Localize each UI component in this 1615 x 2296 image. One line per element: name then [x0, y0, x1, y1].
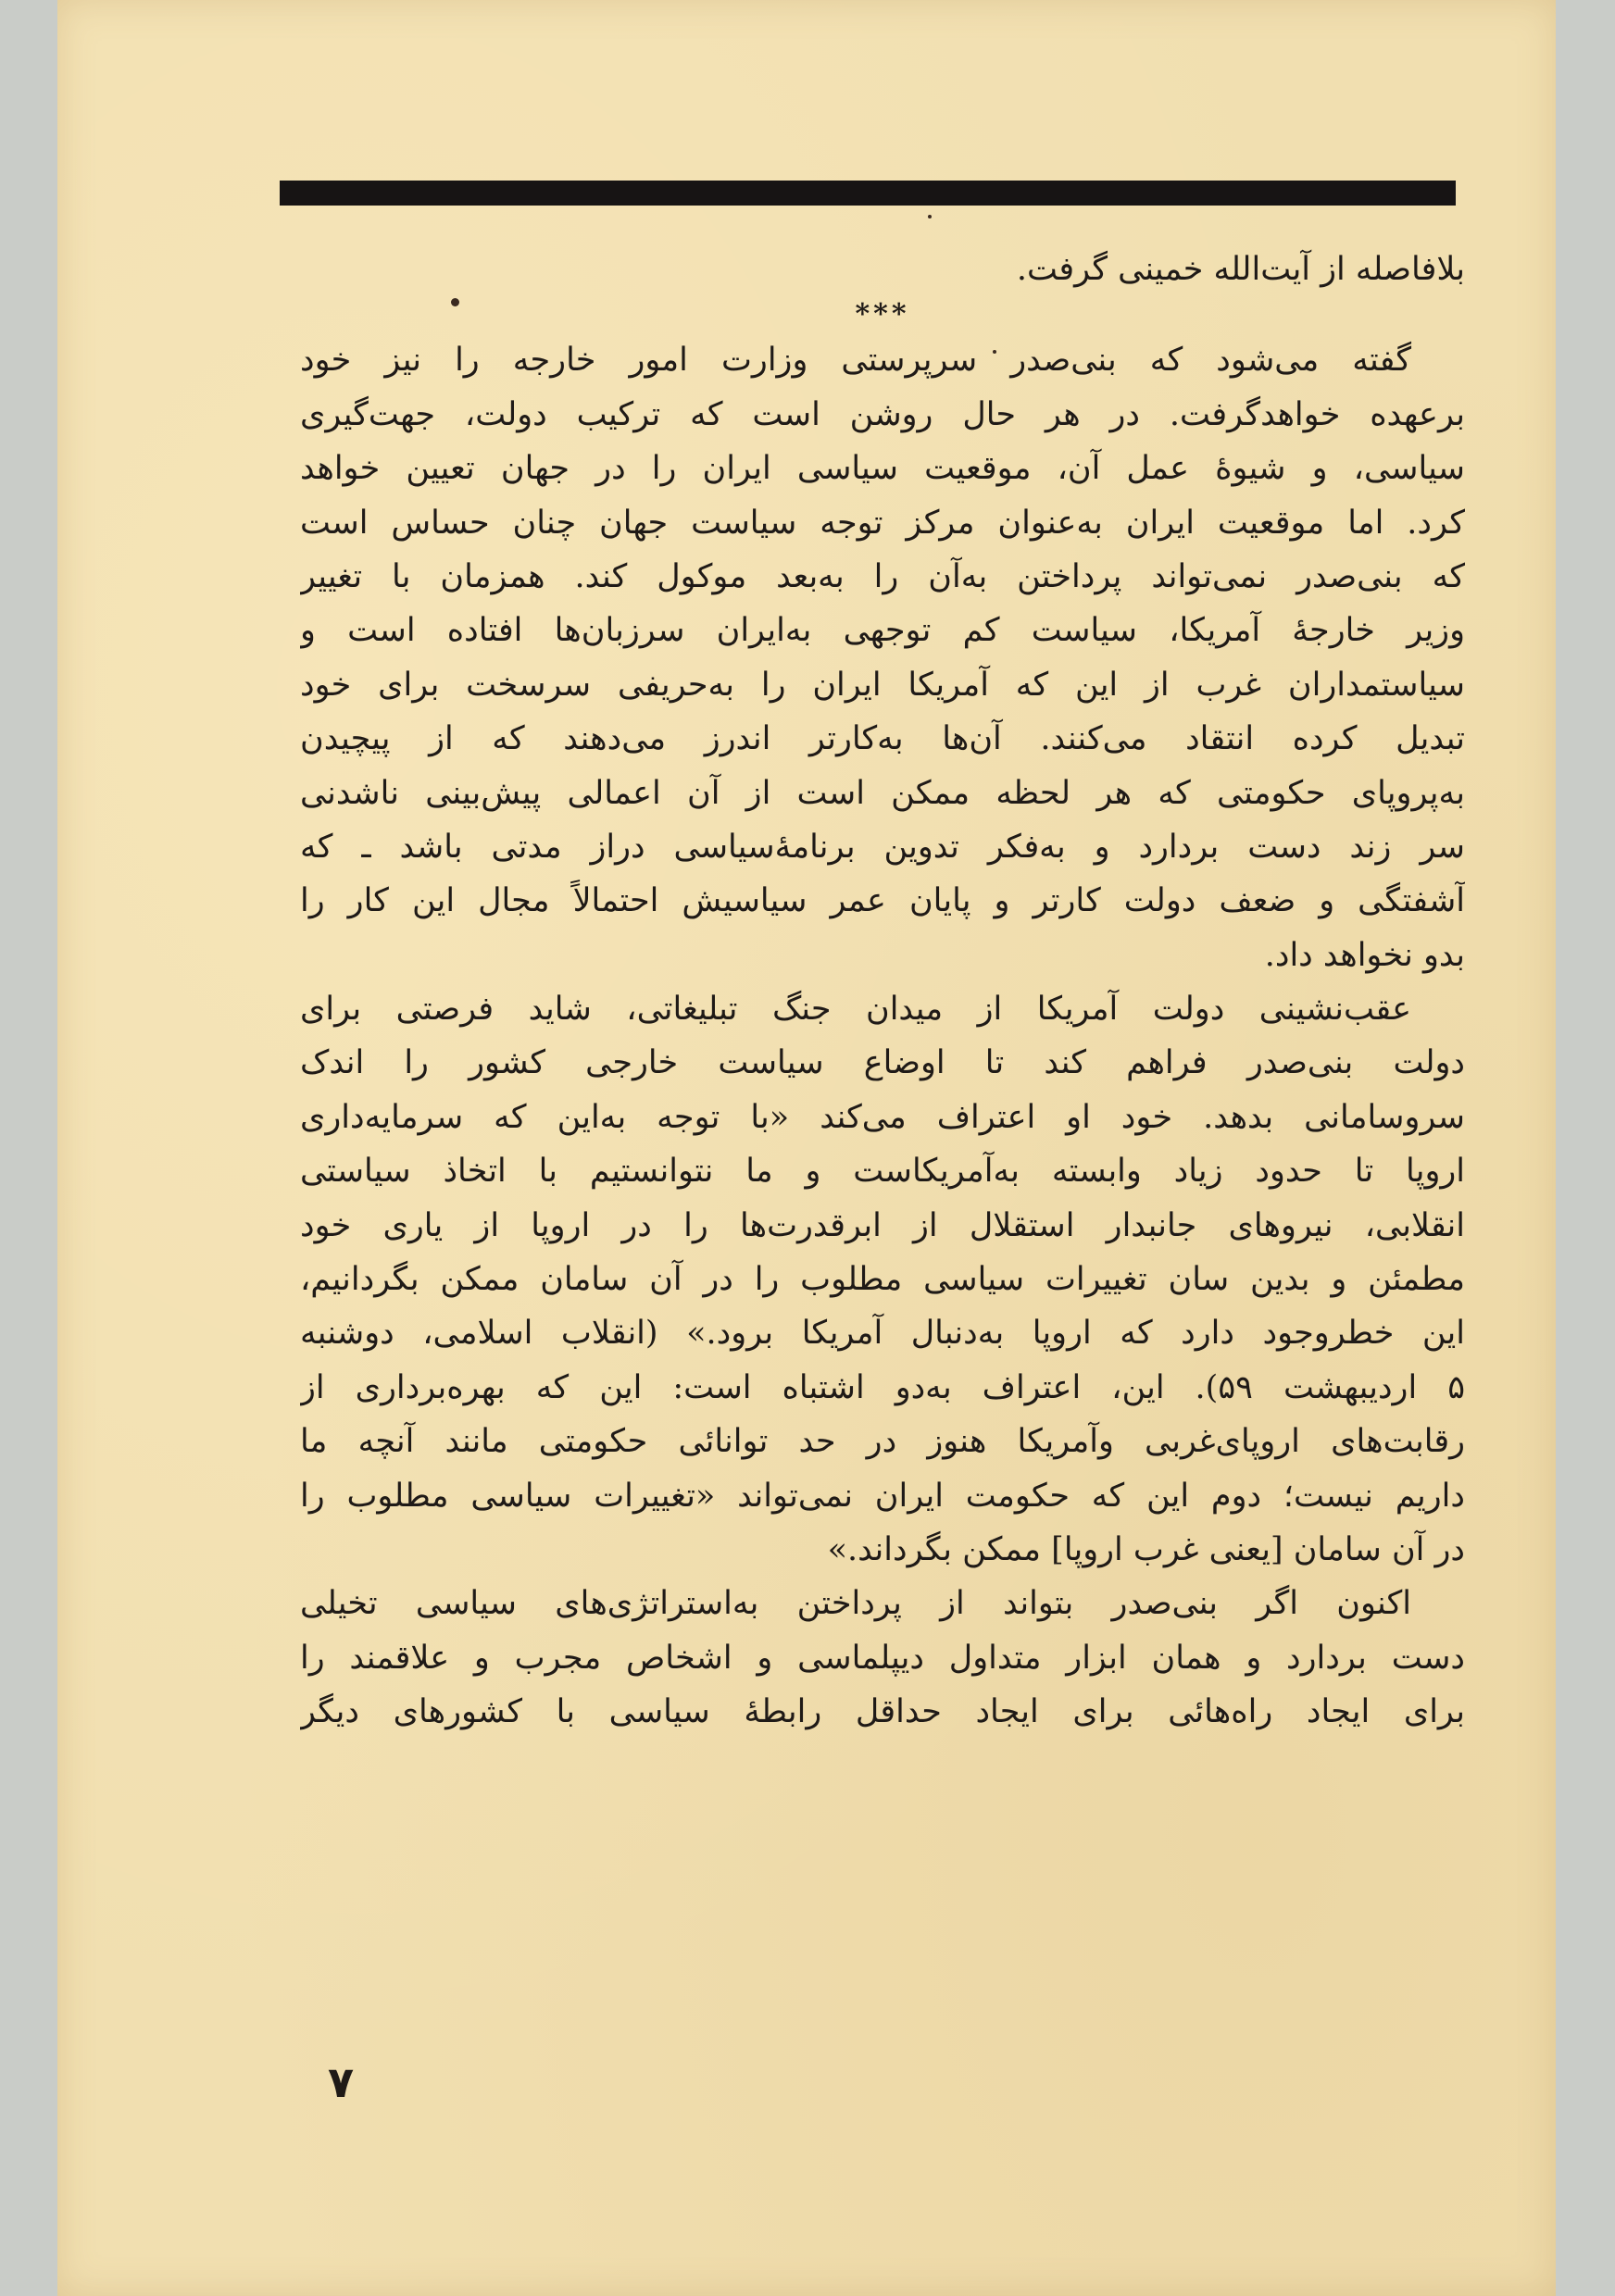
page-number: ۷: [328, 2057, 355, 2107]
text-line: سر زند دست بردارد و به‌فکر تدوین برنامهٔ‌سیاسی دراز مدتی باشد ـ که: [300, 828, 1465, 866]
text-line: گفته می‌شود که بنی‌صدر سرپرستی وزارت امور خارجه را نیز خود: [300, 342, 1411, 380]
text-line: ۵ اردیبهشت ۵۹). این، اعتراف به‌دو اشتباه است: این که بهره‌برداری از: [300, 1368, 1465, 1406]
text-line: برای ایجاد راه‌هائی برای ایجاد حداقل رابطهٔ سیاسی با کشورهای دیگر: [300, 1693, 1465, 1731]
paragraph-3: [300, 1577, 1465, 1739]
text-line: اکنون اگر بنی‌صدر بتواند از پرداختن به‌استراتژی‌های سیاسی تخیلی: [300, 1585, 1411, 1623]
text-line: داریم نیست؛ دوم این که حکومت ایران نمی‌تواند «تغییرات سیاسی مطلوب را: [300, 1477, 1465, 1515]
text-line: این خطروجود دارد که اروپا به‌دنبال آمریکا برود.» (انقلاب اسلامی، دوشنبه: [300, 1315, 1465, 1353]
text-line: سیاسی، و شیوهٔ عمل آن، موقعیت سیاسی ایران را در جهان تعیین خواهد: [300, 450, 1465, 488]
paragraph-1: [300, 333, 1465, 982]
text-line: عقب‌نشینی دولت آمریکا از میدان جنگ تبلیغاتی، شاید فرصتی برای: [300, 991, 1411, 1029]
text-line: رقابت‌های اروپای‌غربی وآمریکا هنوز در حد توانائی حکومتی مانند آنچه ما: [300, 1423, 1465, 1461]
text-line: برعهده خواهدگرفت. در هر حال روشن است که ترکیب دولت، جهت‌گیری: [300, 395, 1465, 433]
paragraph-2: [300, 982, 1465, 1577]
section-separator: ***: [855, 298, 910, 331]
body-text: [300, 243, 1465, 1740]
text-line: بدو نخواهد داد.: [1264, 936, 1465, 974]
text-line: سیاستمداران غرب از این که آمریکا ایران را به‌حریفی سرسخت برای خود: [300, 666, 1465, 704]
opening-line: بلافاصله از آیت‌الله خمینی گرفت.: [1016, 251, 1465, 288]
ink-speck: [928, 215, 932, 218]
scanned-page: [57, 0, 1556, 2296]
text-line: مطمئن و بدین سان تغییرات سیاسی مطلوب را در آن سامان ممکن بگردانیم،: [300, 1261, 1465, 1299]
text-line: به‌پروپای حکومتی که هر لحظه ممکن است از آن اعمالی پیش‌بینی ناشدنی: [300, 774, 1465, 812]
text-line: اروپا تا حدود زیاد وابسته به‌آمریکاست و ما نتوانستیم با اتخاذ سیاستی: [300, 1153, 1465, 1191]
text-line: دولت بنی‌صدر فراهم کند تا اوضاع سیاست خارجی کشور را اندک: [300, 1044, 1465, 1082]
header-rule: [280, 181, 1456, 206]
text-line: دست بردارد و همان ابزار متداول دیپلماسی و اشخاص مجرب و علاقمند را: [300, 1639, 1465, 1677]
text-line: کرد. اما موقعیت ایران به‌عنوان مرکز توجه سیاست جهان چنان حساس است: [300, 504, 1465, 542]
text-line: که بنی‌صدر نمی‌تواند پرداختن به‌آن را به‌بعد موکول کند. همزمان با تغییر: [300, 557, 1465, 595]
text-line: در آن سامان [یعنی غرب اروپا] ممکن بگرداند.»: [827, 1530, 1465, 1568]
text-line: سروسامانی بدهد. خود او اعتراف می‌کند «با توجه به‌این که سرمایه‌داری: [300, 1098, 1465, 1136]
text-line: وزیر خارجهٔ آمریکا، سیاست کم توجهی به‌ایران سرزبان‌ها افتاده است و: [300, 612, 1465, 650]
text-line: آشفتگی و ضعف دولت کارتر و پایان عمر سیاسیش احتمالاً مجال این کار را: [300, 882, 1465, 920]
text-line: تبدیل کرده انتقاد می‌کنند. آن‌ها به‌کارتر اندرز می‌دهند که از پیچیدن: [300, 720, 1465, 758]
text-line: انقلابی، نیروهای جانبدار استقلال از ابرقدرت‌ها را در اروپا از یاری خود: [300, 1206, 1465, 1244]
